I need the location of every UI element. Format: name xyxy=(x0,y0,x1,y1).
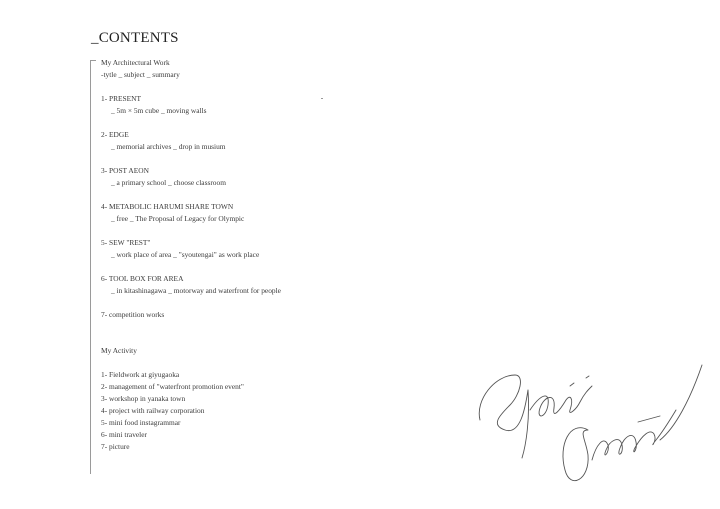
work-title: 2- EDGE xyxy=(101,130,129,139)
page-title: _CONTENTS xyxy=(91,30,179,46)
section-legend: -tytle _ subject _ summary xyxy=(101,70,180,79)
work-summary: _ a primary school _ choose classroom xyxy=(111,178,226,187)
work-summary: _ 5m × 5m cube _ moving walls xyxy=(111,106,207,115)
section-heading-activity: My Activity xyxy=(101,346,137,355)
activity-item: 4- project with railway corporation xyxy=(101,406,205,415)
section-heading-architectural: My Architectural Work xyxy=(101,58,170,67)
work-summary: _ work place of area _ "syoutengai" as work place xyxy=(111,250,260,259)
activity-item: 5- mini food instagrammar xyxy=(101,418,181,427)
work-title: 1- PRESENT xyxy=(101,94,142,103)
stray-mark xyxy=(321,98,323,99)
work-summary: _ memorial archives _ drop in musium xyxy=(111,142,226,151)
work-title: 3- POST AEON xyxy=(101,166,149,175)
bracket-top xyxy=(90,60,96,61)
work-summary: _ free _ The Proposal of Legacy for Olympic xyxy=(111,214,245,223)
work-title: 7- competition works xyxy=(101,310,165,319)
activity-item: 3- workshop in yanaka town xyxy=(101,394,186,403)
work-title: 4- METABOLIC HARUMI SHARE TOWN xyxy=(101,202,234,211)
bracket-line xyxy=(90,60,91,474)
activity-item: 7- picture xyxy=(101,442,130,451)
work-title: 6- TOOL BOX FOR AREA xyxy=(101,274,184,283)
activity-item: 1- Fieldwork at giyugaoka xyxy=(101,370,180,379)
handwritten-signature xyxy=(470,350,710,500)
activity-item: 6- mini traveler xyxy=(101,430,147,439)
work-summary: _ in kitashinagawa _ motorway and waterfront for people xyxy=(111,286,281,295)
activity-item: 2- management of "waterfront promotion event" xyxy=(101,382,244,391)
work-title: 5- SEW "REST" xyxy=(101,238,151,247)
